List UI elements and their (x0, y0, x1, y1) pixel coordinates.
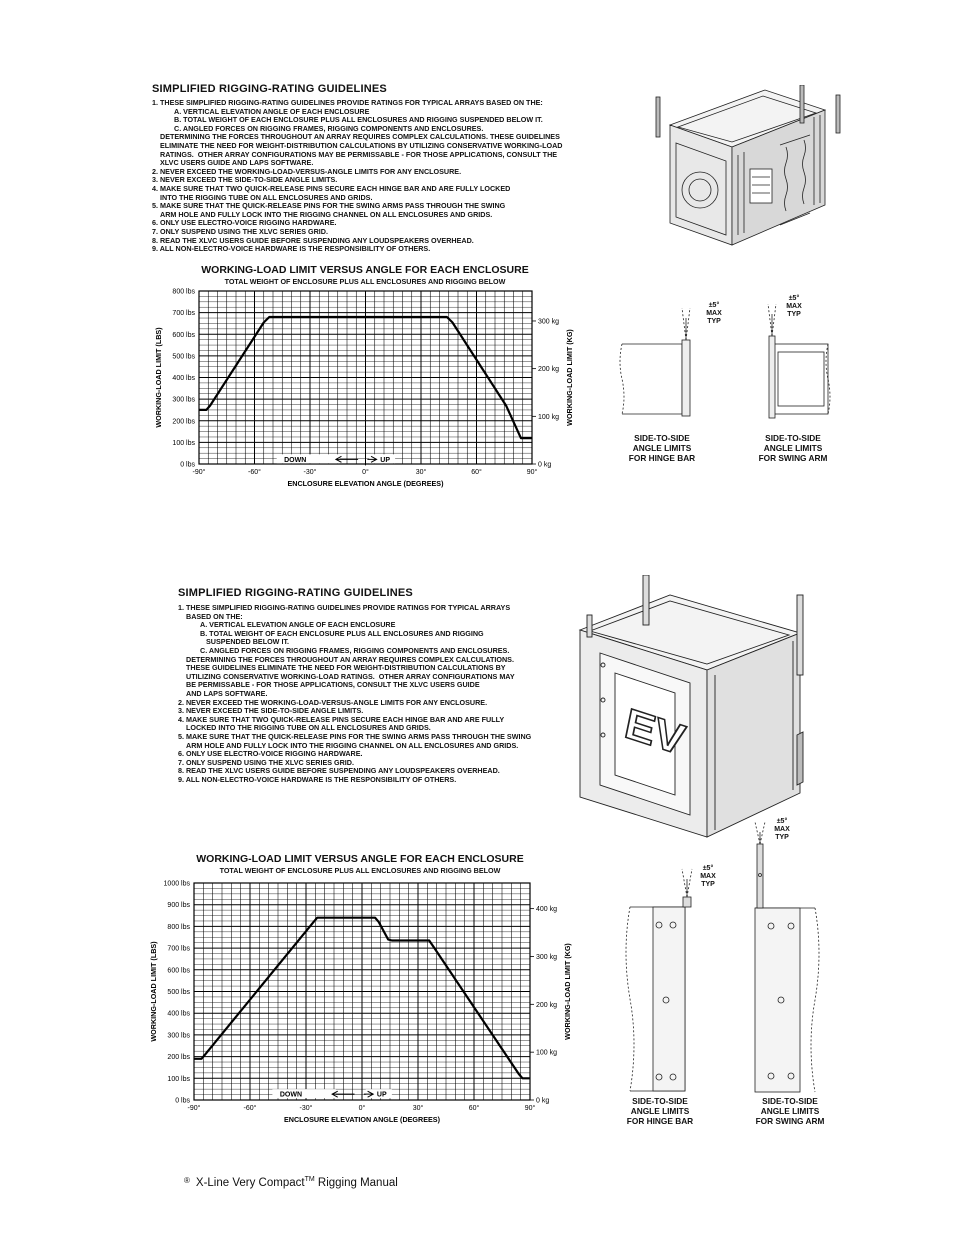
x-tick-label: 0° (362, 469, 369, 476)
y-tick-label: 300 lbs (172, 396, 195, 404)
y-tick-label: 300 lbs (167, 1032, 190, 1040)
guideline-line: XLVC USERS GUIDE AND LAPS SOFTWARE. (160, 158, 314, 168)
x-tick-label: -90° (187, 1105, 201, 1112)
y2-tick-label: 200 kg (538, 366, 560, 374)
caption-hinge-1: SIDE-TO-SIDE ANGLE LIMITS FOR HINGE BAR (628, 433, 696, 463)
guideline-line: 8. READ THE XLVC USERS GUIDE BEFORE SUSPENDING ANY LOUDSPEAKERS OVERHEAD. (178, 766, 500, 776)
hinge-bar-diagram-1 (612, 298, 712, 423)
y-tick-label: 200 lbs (172, 418, 195, 426)
guideline-line: ELIMINATE THE NEED FOR WEIGHT-DISTRIBUTION CALCULATIONS BY UTILIZING CONSERVATIVE WORKING-LOAD (160, 140, 563, 150)
x-axis-label: ENCLOSURE ELEVATION ANGLE (DEGREES) (283, 1115, 441, 1124)
speaker-illustration-2 (575, 575, 815, 845)
y2-axis-label: WORKING-LOAD LIMIT (KG) (563, 943, 572, 1040)
angle-label-swing-1: ±5° MAX TYP (786, 295, 802, 318)
guideline-line: LOCKED INTO THE RIGGING TUBE ON ALL ENCLOSURES AND GRIDS. (186, 723, 431, 733)
x-tick-label: 90° (526, 469, 538, 476)
guideline-line: 3. NEVER EXCEED THE SIDE-TO-SIDE ANGLE LIMITS. (178, 706, 364, 716)
swing-arm-diagram-2 (745, 820, 835, 1095)
y2-tick-label: 300 kg (536, 953, 558, 961)
up-label: UP (380, 456, 391, 464)
y-tick-label: 200 lbs (167, 1054, 190, 1062)
x-tick-label: -30° (303, 469, 317, 476)
guideline-line: BE PERMISSABLE - FOR THOSE APPLICATIONS, CONSULT THE XLVC USERS GUIDE (186, 680, 480, 690)
guideline-line: 3. NEVER EXCEED THE SIDE-TO-SIDE ANGLE LIMITS. (152, 175, 338, 185)
y-tick-label: 500 lbs (172, 353, 195, 361)
guideline-line: DETERMINING THE FORCES THROUGHOUT AN ARRAY REQUIRES COMPLEX CALCULATIONS. (186, 654, 514, 664)
y2-tick-label: 0 kg (538, 461, 552, 469)
chart-subtitle-2: TOTAL WEIGHT OF ENCLOSURE PLUS ALL ENCLOSURES AND RIGGING BELOW (219, 866, 501, 875)
guideline-line: B. TOTAL WEIGHT OF EACH ENCLOSURE PLUS ALL ENCLOSURES AND RIGGING (200, 628, 484, 638)
x-tick-label: -30° (299, 1105, 313, 1112)
guideline-line: THESE GUIDELINES ELIMINATE THE NEED FOR WEIGHT-DISTRIBUTION CALCULATIONS BY (186, 663, 506, 673)
angle-label-hinge-1: ±5° MAX TYP (706, 302, 722, 325)
x-tick-label: 60° (468, 1105, 480, 1112)
guidelines-list-1 (152, 99, 612, 254)
guideline-line: A. VERTICAL ELEVATION ANGLE OF EACH ENCLOSURE (200, 620, 396, 630)
y2-tick-label: 400 kg (536, 906, 558, 914)
y-tick-label: 600 lbs (167, 967, 190, 975)
guideline-line: BASED ON THE: (186, 611, 243, 621)
caption-swing-2: SIDE-TO-SIDE ANGLE LIMITS FOR SWING ARM (755, 1096, 825, 1126)
y-tick-label: 400 lbs (172, 375, 195, 382)
x-tick-label: 60° (471, 469, 482, 476)
guideline-line: RATINGS. OTHER ARRAY CONFIGURATIONS MAY BE PERMISSABLE - FOR THOSE APPLICATIONS, CONSULT THE (160, 149, 558, 159)
y-tick-label: 900 lbs (167, 902, 190, 910)
down-label: DOWN (284, 456, 307, 464)
load-limit-chart-1 (145, 285, 605, 495)
y2-tick-label: 100 kg (538, 413, 560, 421)
guideline-line: C. ANGLED FORCES ON RIGGING FRAMES, RIGGING COMPONENTS AND ENCLOSURES. (174, 123, 484, 133)
guideline-line: 8. READ THE XLVC USERS GUIDE BEFORE SUSPENDING ANY LOUDSPEAKERS OVERHEAD. (152, 235, 474, 245)
caption-swing-1: SIDE-TO-SIDE ANGLE LIMITS FOR SWING ARM (758, 433, 828, 463)
guideline-line: A. VERTICAL ELEVATION ANGLE OF EACH ENCLOSURE (174, 106, 370, 116)
guideline-line: 2. NEVER EXCEED THE WORKING-LOAD-VERSUS-ANGLE LIMITS FOR ANY ENCLOSURE. (152, 166, 462, 176)
guideline-line: 1. THESE SIMPLIFIED RIGGING-RATING GUIDELINES PROVIDE RATINGS FOR TYPICAL ARRAYS BASED ON THE: (152, 98, 543, 107)
x-tick-label: 0° (358, 1105, 366, 1112)
chart-subtitle-1: TOTAL WEIGHT OF ENCLOSURE PLUS ALL ENCLOSURES AND RIGGING BELOW (224, 277, 506, 286)
guideline-line: AND LAPS SOFTWARE. (186, 688, 268, 698)
guideline-line: INTO THE RIGGING TUBE ON ALL ENCLOSURES AND GRIDS. (160, 192, 373, 202)
y-tick-label: 800 lbs (167, 923, 190, 931)
y2-axis-label: WORKING-LOAD LIMIT (KG) (565, 329, 574, 426)
guideline-line: 5. MAKE SURE THAT THE QUICK-RELEASE PINS FOR THE SWING ARMS PASS THROUGH THE SWING (178, 731, 532, 741)
speaker-illustration-1 (640, 85, 850, 255)
y-axis-label: WORKING-LOAD LIMIT (LBS) (149, 941, 158, 1042)
guideline-line: 1. THESE SIMPLIFIED RIGGING-RATING GUIDELINES PROVIDE RATINGS FOR TYPICAL ARRAYS (178, 603, 511, 612)
y-tick-label: 0 lbs (180, 461, 195, 469)
down-label: DOWN (279, 1091, 303, 1099)
guideline-line: UTILIZING CONSERVATIVE WORKING-LOAD RATINGS. OTHER ARRAY CONFIGURATIONS MAY (186, 671, 515, 681)
guideline-line: 4. MAKE SURE THAT TWO QUICK-RELEASE PINS SECURE EACH HINGE BAR AND ARE FULLY (178, 714, 505, 724)
y-tick-label: 0 lbs (175, 1097, 190, 1105)
angle-label-hinge-2: ±5° MAX TYP (700, 865, 716, 888)
guideline-line: 4. MAKE SURE THAT TWO QUICK-RELEASE PINS SECURE EACH HINGE BAR AND ARE FULLY LOCKED (152, 183, 511, 193)
footer-manual: Rigging Manual (314, 1176, 398, 1189)
y-tick-label: 100 lbs (167, 1075, 190, 1083)
y2-tick-label: 300 kg (538, 318, 560, 326)
y-tick-label: 500 lbs (167, 989, 190, 996)
x-axis-label: ENCLOSURE ELEVATION ANGLE (DEGREES) (287, 479, 444, 488)
y-tick-label: 600 lbs (172, 331, 195, 339)
y2-tick-label: 100 kg (536, 1049, 558, 1057)
x-tick-label: 30° (415, 469, 427, 476)
caption-hinge-2: SIDE-TO-SIDE ANGLE LIMITS FOR HINGE BAR (626, 1096, 694, 1126)
y-axis-label: WORKING-LOAD LIMIT (LBS) (154, 327, 163, 428)
angle-label-swing-2: ±5° MAX TYP (774, 818, 790, 841)
guideline-line: B. TOTAL WEIGHT OF EACH ENCLOSURE PLUS ALL ENCLOSURES AND RIGGING SUSPENDED BELOW IT. (174, 115, 543, 125)
guidelines-list-2 (178, 604, 578, 784)
guideline-line: 6. ONLY USE ELECTRO-VOICE RIGGING HARDWARE. (152, 218, 337, 228)
x-tick-label: -60° (248, 469, 261, 476)
x-tick-label: 30° (412, 1105, 424, 1112)
x-tick-label: 90° (524, 1105, 536, 1112)
guidelines-title-2: SIMPLIFIED RIGGING-RATING GUIDELINES (178, 587, 413, 599)
guideline-line: ARM HOLE AND FULLY LOCK INTO THE RIGGING CHANNEL ON ALL ENCLOSURES AND GRIDS. (186, 740, 519, 750)
hinge-bar-diagram-2 (615, 865, 715, 1095)
chart-title-1: WORKING-LOAD LIMIT VERSUS ANGLE FOR EACH ENCLOSURE (201, 264, 529, 276)
guideline-line: 7. ONLY SUSPEND USING THE XLVC SERIES GRID. (178, 757, 354, 767)
y-tick-label: 800 lbs (172, 288, 195, 296)
x-tick-label: -60° (243, 1105, 257, 1112)
y2-tick-label: 200 kg (536, 1001, 558, 1009)
guideline-line: DETERMINING THE FORCES THROUGHOUT AN ARRAY REQUIRES COMPLEX CALCULATIONS. THESE GUIDELINES (160, 132, 560, 142)
y-tick-label: 700 lbs (167, 945, 190, 953)
guideline-line: 7. ONLY SUSPEND USING THE XLVC SERIES GRID. (152, 226, 328, 236)
x-tick-label: -90° (192, 469, 206, 476)
chart-title-2: WORKING-LOAD LIMIT VERSUS ANGLE FOR EACH ENCLOSURE (196, 853, 524, 865)
guideline-line: 2. NEVER EXCEED THE WORKING-LOAD-VERSUS-ANGLE LIMITS FOR ANY ENCLOSURE. (178, 697, 488, 707)
guideline-line: 6. ONLY USE ELECTRO-VOICE RIGGING HARDWARE. (178, 749, 363, 759)
y-tick-label: 400 lbs (167, 1010, 190, 1018)
ev-logo-text: EV (625, 696, 684, 766)
footer-product: X-Line Very Compact (195, 1176, 305, 1189)
y-tick-label: 1000 lbs (163, 880, 190, 888)
guideline-line: C. ANGLED FORCES ON RIGGING FRAMES, RIGGING COMPONENTS AND ENCLOSURES. (200, 645, 510, 655)
y2-tick-label: 0 kg (536, 1097, 550, 1105)
guideline-line: 9. ALL NON-ELECTRO-VOICE HARDWARE IS THE RESPONSIBILITY OF OTHERS. (152, 244, 431, 254)
guideline-line: 9. ALL NON-ELECTRO-VOICE HARDWARE IS THE RESPONSIBILITY OF OTHERS. (178, 774, 457, 784)
y-tick-label: 100 lbs (172, 439, 195, 447)
trademark-mark: TM (304, 1176, 315, 1183)
load-limit-chart-2 (140, 875, 605, 1130)
y-tick-label: 700 lbs (172, 310, 195, 318)
guideline-line: 5. MAKE SURE THAT THE QUICK-RELEASE PINS FOR THE SWING ARMS PASS THROUGH THE SWING (152, 201, 506, 211)
page-footer (184, 1176, 398, 1189)
guidelines-title-1: SIMPLIFIED RIGGING-RATING GUIDELINES (152, 83, 387, 95)
guideline-line: SUSPENDED BELOW IT. (200, 637, 290, 647)
guideline-line: ARM HOLE AND FULLY LOCK INTO THE RIGGING CHANNEL ON ALL ENCLOSURES AND GRIDS. (160, 209, 493, 219)
up-label: UP (376, 1091, 387, 1099)
registered-mark: ® (184, 1176, 190, 1185)
